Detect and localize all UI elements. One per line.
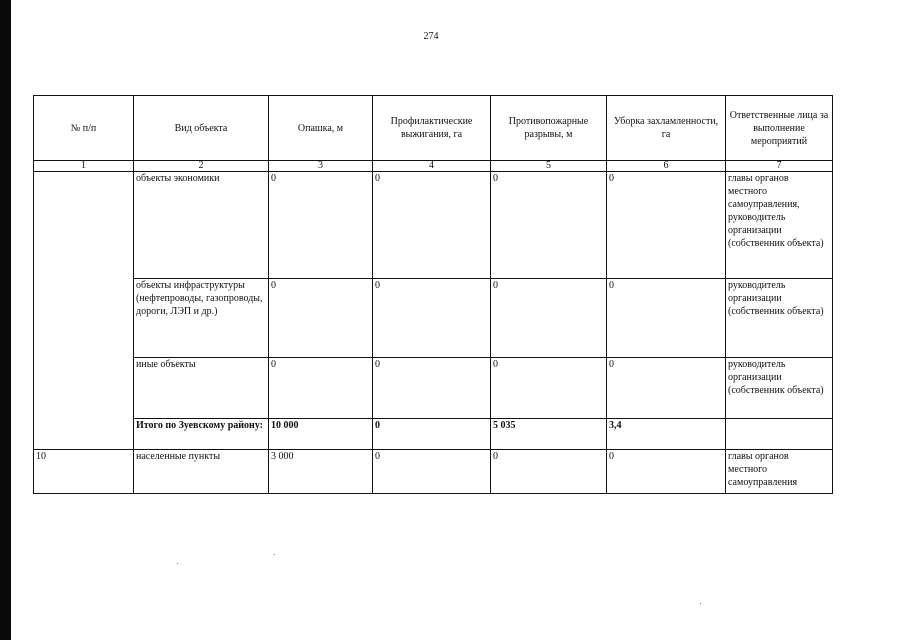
row-number-cell bbox=[34, 172, 134, 450]
burning-cell: 0 bbox=[373, 358, 491, 419]
column-number: 7 bbox=[726, 161, 833, 172]
burning-cell: 0 bbox=[373, 450, 491, 494]
scan-speck bbox=[274, 554, 275, 555]
firebreaks-cell: 0 bbox=[491, 358, 607, 419]
table-row bbox=[34, 450, 833, 494]
header-cell-number: № п/п bbox=[34, 96, 134, 161]
firebreaks-cell: 0 bbox=[491, 279, 607, 358]
table-row bbox=[34, 172, 833, 279]
header-cell-object-type: Вид объекта bbox=[134, 96, 269, 161]
object-type-cell: иные объекты bbox=[134, 358, 269, 419]
scan-speck bbox=[700, 603, 701, 604]
plowing-cell: 0 bbox=[269, 172, 373, 279]
plowing-cell: 0 bbox=[269, 279, 373, 358]
fire-prevention-table bbox=[33, 95, 833, 494]
object-type-cell: объекты экономики bbox=[134, 172, 269, 279]
column-number: 6 bbox=[607, 161, 726, 172]
row-number-cell: 10 bbox=[34, 450, 134, 494]
header-cell-cleanup: Уборка захламленности, га bbox=[607, 96, 726, 161]
burning-cell: 0 bbox=[373, 172, 491, 279]
header-cell-burning: Профилактические выжигания, га bbox=[373, 96, 491, 161]
total-firebreaks-cell: 5 035 bbox=[491, 419, 607, 450]
scan-edge-bar bbox=[0, 0, 11, 640]
plowing-cell: 3 000 bbox=[269, 450, 373, 494]
total-plowing-cell: 10 000 bbox=[269, 419, 373, 450]
total-cleanup-cell: 3,4 bbox=[607, 419, 726, 450]
cleanup-cell: 0 bbox=[607, 358, 726, 419]
column-number: 1 bbox=[34, 161, 134, 172]
header-cell-plowing: Опашка, м bbox=[269, 96, 373, 161]
total-label-cell: Итого по Зуевскому району: bbox=[134, 419, 269, 450]
firebreaks-cell: 0 bbox=[491, 172, 607, 279]
total-row bbox=[34, 419, 833, 450]
page-number: 274 bbox=[423, 31, 439, 42]
plowing-cell: 0 bbox=[269, 358, 373, 419]
responsible-cell: главы органов местного самоуправления bbox=[726, 450, 833, 494]
header-cell-responsible: Ответственные лица за выполнение мероприятий bbox=[726, 96, 833, 161]
object-type-cell: объекты инфраструктуры (нефтепроводы, газопроводы, дороги, ЛЭП и др.) bbox=[134, 279, 269, 358]
total-burning-cell: 0 bbox=[373, 419, 491, 450]
cleanup-cell: 0 bbox=[607, 450, 726, 494]
scan-speck bbox=[177, 563, 178, 564]
responsible-cell: руководитель организации (собственник объекта) bbox=[726, 279, 833, 358]
header-row bbox=[34, 96, 833, 161]
cleanup-cell: 0 bbox=[607, 279, 726, 358]
cleanup-cell: 0 bbox=[607, 172, 726, 279]
firebreaks-cell: 0 bbox=[491, 450, 607, 494]
table-row bbox=[34, 358, 833, 419]
burning-cell: 0 bbox=[373, 279, 491, 358]
column-number: 4 bbox=[373, 161, 491, 172]
responsible-cell: главы органов местного самоуправления, руководитель организации (собственник объекта) bbox=[726, 172, 833, 279]
responsible-cell: руководитель организации (собственник объекта) bbox=[726, 358, 833, 419]
column-number-row bbox=[34, 161, 833, 172]
total-responsible-cell bbox=[726, 419, 833, 450]
column-number: 5 bbox=[491, 161, 607, 172]
table-row bbox=[34, 279, 833, 358]
column-number: 3 bbox=[269, 161, 373, 172]
header-cell-firebreaks: Противопожарные разрывы, м bbox=[491, 96, 607, 161]
object-type-cell: населенные пункты bbox=[134, 450, 269, 494]
column-number: 2 bbox=[134, 161, 269, 172]
